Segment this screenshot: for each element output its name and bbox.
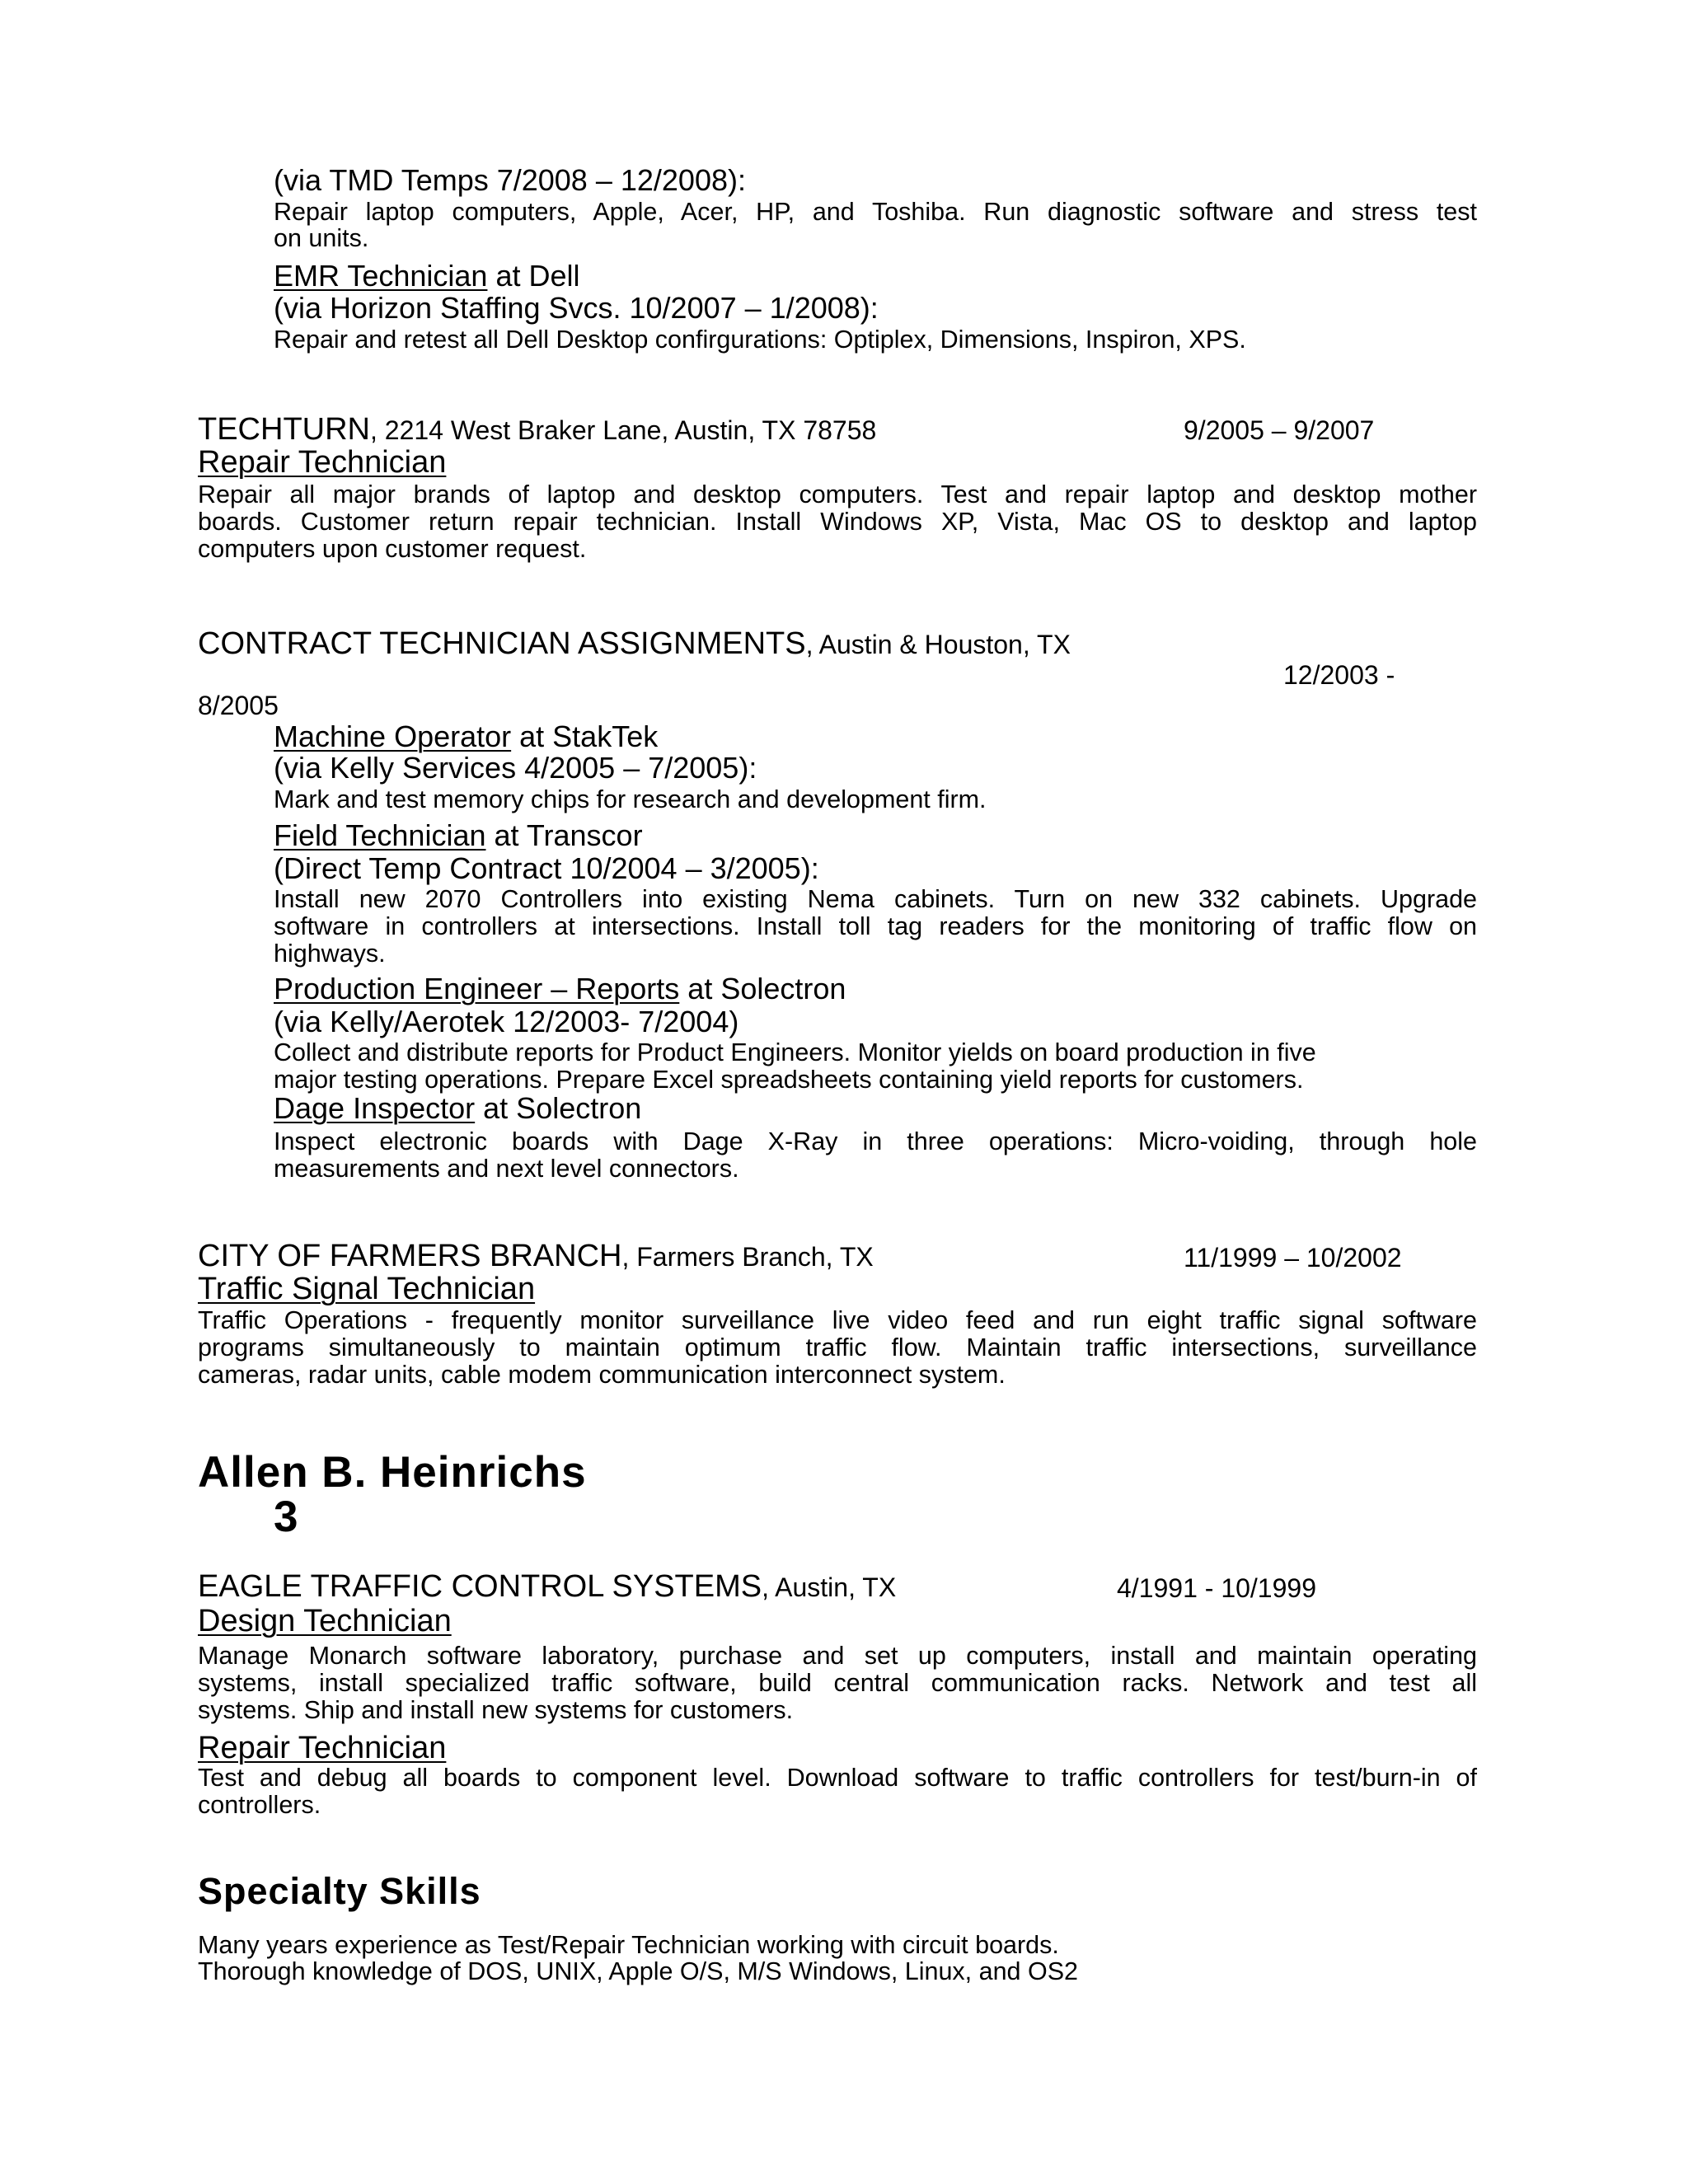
techturn-desc-line-2: boards. Customer return repair technician. Install Windows XP, Vista, Mac OS to desktop and laptop bbox=[198, 508, 1477, 536]
employer: at Solectron bbox=[679, 972, 846, 1005]
job-title: Field Technician bbox=[274, 818, 486, 852]
transcor-heading bbox=[274, 818, 643, 852]
transcor-desc-line-2: software in controllers at intersections. Install toll tag readers for the monitoring of traffic flow on bbox=[274, 912, 1477, 940]
company-location: , Austin & Houston, TX bbox=[805, 630, 1071, 659]
solectron-production-desc-line-1: Collect and distribute reports for Product Engineers. Monitor yields on board production in five bbox=[274, 1038, 1316, 1066]
company-name: CONTRACT TECHNICIAN ASSIGNMENTS bbox=[198, 626, 806, 661]
solectron-production-via: (via Kelly/Aerotek 12/2003- 7/2004) bbox=[274, 1005, 739, 1038]
via-horizon-staffing: (via Horizon Staffing Svcs. 10/2007 – 1/2008): bbox=[274, 291, 879, 325]
farmers-dates: 11/1999 – 10/2002 bbox=[1184, 1243, 1402, 1272]
job-title: EMR Technician bbox=[274, 259, 488, 293]
farmers-desc-line-2: programs simultaneously to maintain optimum traffic flow. Maintain traffic intersections, surveillance bbox=[198, 1333, 1477, 1361]
eagle-job-title-design: Design Technician bbox=[198, 1604, 452, 1638]
specialty-skills-heading: Specialty Skills bbox=[198, 1870, 481, 1912]
contract-company-line bbox=[198, 628, 1071, 659]
eagle-company-line bbox=[198, 1571, 896, 1602]
eagle-dates: 4/1991 - 10/1999 bbox=[1117, 1573, 1316, 1603]
techturn-desc-line-1: Repair all major brands of laptop and desktop computers. Test and repair laptop and desktop mother bbox=[198, 480, 1477, 509]
transcor-via: (Direct Temp Contract 10/2004 – 3/2005): bbox=[274, 851, 819, 885]
page-number: 3 bbox=[274, 1493, 299, 1541]
eagle-design-desc-line-1: Manage Monarch software laboratory, purchase and set up computers, install and maintain operating bbox=[198, 1642, 1477, 1670]
job-title: Machine Operator bbox=[274, 719, 512, 753]
farmers-desc-line-3: cameras, radar units, cable modem communication interconnect system. bbox=[198, 1361, 1006, 1389]
dage-desc-line-2: measurements and next level connectors. bbox=[274, 1155, 739, 1183]
company-location: , Farmers Branch, TX bbox=[621, 1242, 874, 1272]
transcor-desc-line-1: Install new 2070 Controllers into existing Nema cabinets. Turn on new 332 cabinets. Upgrade bbox=[274, 885, 1477, 913]
solectron-production-heading bbox=[274, 974, 846, 1004]
eagle-repair-desc-line-1: Test and debug all boards to component level. Download software to traffic controllers for test/burn-in of bbox=[198, 1764, 1477, 1792]
company-location: , Austin, TX bbox=[762, 1572, 897, 1602]
techturn-company-line bbox=[198, 414, 876, 445]
eagle-design-desc-line-2: systems, install specialized traffic software, build central communication racks. Network and test all bbox=[198, 1669, 1477, 1697]
dage-desc-line-1: Inspect electronic boards with Dage X-Ray in three operations: Micro-voiding, through hole bbox=[274, 1127, 1477, 1155]
job-title: Production Engineer – Reports bbox=[274, 972, 680, 1005]
contract-dates-end: 8/2005 bbox=[198, 691, 279, 720]
company-name: TECHTURN bbox=[198, 412, 370, 447]
staktek-heading bbox=[274, 719, 659, 753]
farmers-desc-line-1: Traffic Operations - frequently monitor surveillance live video feed and run eight traffic signal software bbox=[198, 1306, 1477, 1334]
eagle-design-desc-line-3: systems. Ship and install new systems for customers. bbox=[198, 1696, 794, 1724]
company-location: , 2214 West Braker Lane, Austin, TX 78758 bbox=[369, 415, 877, 445]
job-title: Dage Inspector bbox=[274, 1091, 476, 1125]
solectron-production-desc-line-2: major testing operations. Prepare Excel spreadsheets containing yield reports for customers. bbox=[274, 1066, 1304, 1094]
employer: at Dell bbox=[487, 259, 580, 293]
techturn-job-title: Repair Technician bbox=[198, 445, 447, 480]
page-header-name: Allen B. Heinrichs bbox=[198, 1448, 587, 1497]
contract-dates-start: 12/2003 - bbox=[1283, 660, 1395, 690]
via-tmd-temps: (via TMD Temps 7/2008 – 12/2008): bbox=[274, 163, 746, 197]
transcor-desc-line-3: highways. bbox=[274, 940, 386, 968]
company-name: CITY OF FARMERS BRANCH bbox=[198, 1239, 622, 1273]
dell-emr-desc: Repair and retest all Dell Desktop confirgurations: Optiplex, Dimensions, Inspiron, XPS. bbox=[274, 326, 1246, 354]
farmers-company-line bbox=[198, 1240, 874, 1272]
company-name: EAGLE TRAFFIC CONTROL SYSTEMS bbox=[198, 1569, 762, 1604]
techturn-dates: 9/2005 – 9/2007 bbox=[1184, 415, 1375, 445]
techturn-desc-line-3: computers upon customer request. bbox=[198, 535, 587, 563]
skills-line-2: Thorough knowledge of DOS, UNIX, Apple O/S, M/S Windows, Linux, and OS2 bbox=[198, 1957, 1079, 1985]
staktek-via: (via Kelly Services 4/2005 – 7/2005): bbox=[274, 751, 757, 785]
emr-technician-heading bbox=[274, 261, 580, 291]
dell-desc-line-1: Repair laptop computers, Apple, Acer, HP, and Toshiba. Run diagnostic software and stress test bbox=[274, 198, 1477, 226]
dage-inspector-heading bbox=[274, 1091, 642, 1125]
staktek-desc: Mark and test memory chips for research and development firm. bbox=[274, 785, 987, 813]
employer: at Solectron bbox=[475, 1091, 642, 1125]
skills-line-1: Many years experience as Test/Repair Technician working with circuit boards. bbox=[198, 1931, 1059, 1959]
eagle-job-title-repair: Repair Technician bbox=[198, 1731, 447, 1765]
farmers-job-title: Traffic Signal Technician bbox=[198, 1272, 536, 1306]
employer: at StakTek bbox=[511, 719, 659, 753]
employer: at Transcor bbox=[485, 818, 643, 852]
eagle-repair-desc-line-2: controllers. bbox=[198, 1791, 321, 1819]
dell-desc-line-2: on units. bbox=[274, 224, 369, 252]
